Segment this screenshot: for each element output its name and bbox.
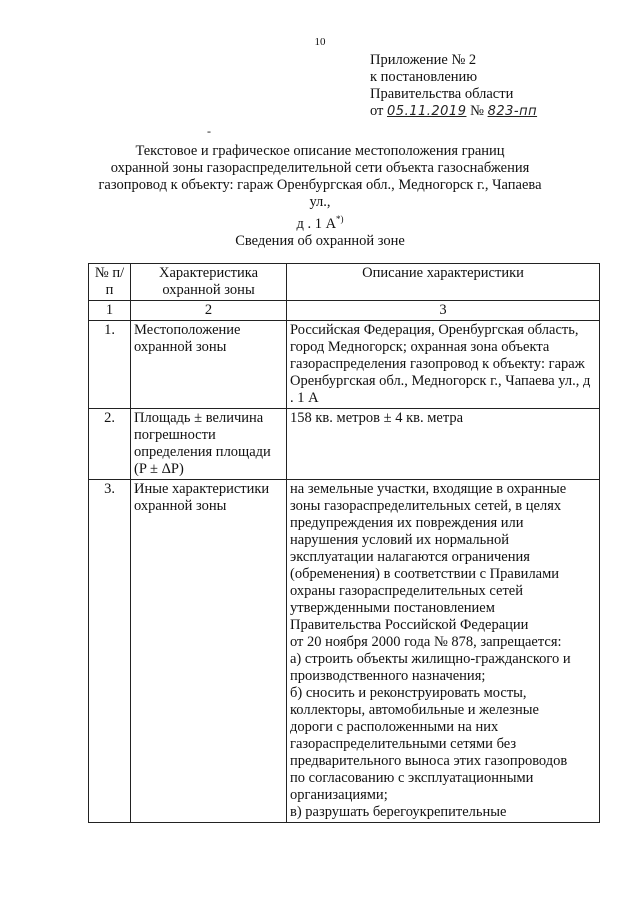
description-line: предварительного выноса этих газопроводов xyxy=(290,753,568,769)
title-line: охранной зоны газораспределительной сети объекта газоснабжения xyxy=(110,160,530,176)
section-title: Сведения об охранной зоне xyxy=(235,233,405,249)
description-line: а) строить объекты жилищно-гражданского и xyxy=(290,651,571,667)
description-line: Правительства Российской Федерации xyxy=(290,617,529,633)
description-line: нарушения условий их нормальной xyxy=(290,532,510,548)
description-line: по согласованию с эксплуатационными xyxy=(290,770,534,786)
description-line: зоны газораспределительных сетей, в целях xyxy=(290,498,562,514)
table-row xyxy=(89,409,600,480)
description-line: утвержденными постановлением xyxy=(290,600,495,616)
protection-zone-table xyxy=(88,263,600,823)
page-number: 10 xyxy=(314,36,326,48)
appendix-line-3: Правительства области xyxy=(370,86,514,102)
row-description: 158 кв. метров ± 4 кв. метра xyxy=(287,409,600,480)
row-description xyxy=(287,480,600,823)
row-number: 1. xyxy=(89,321,131,409)
column-numbers-row xyxy=(89,301,600,321)
header-num: № п/п xyxy=(89,264,131,301)
row-characteristic: Иные характеристики охранной зоны xyxy=(131,480,287,823)
table-header-row xyxy=(89,264,600,301)
header-description: Описание характеристики xyxy=(287,264,600,301)
description-line: (обременения) в соответствии с Правилами xyxy=(290,566,560,582)
from-label: от xyxy=(370,103,384,119)
appendix-block xyxy=(370,52,537,120)
description-line: производственного назначения; xyxy=(290,668,486,684)
table-row xyxy=(89,480,600,823)
description-line: охраны газораспределительных сетей xyxy=(290,583,523,599)
description-line: от 20 ноября 2000 года № 878, запрещается: xyxy=(290,634,562,650)
handwritten-date: 05.11.2019 xyxy=(387,104,467,119)
description-line: дороги с расположенными на них xyxy=(290,719,499,735)
description-line: организациями; xyxy=(290,787,388,803)
description-line: предупреждения их повреждения или xyxy=(290,515,524,531)
title-line: Текстовое и графическое описание местоположения границ xyxy=(135,143,505,159)
row-characteristic: Площадь ± величина погрешности определения площади (P ± ΔP) xyxy=(131,409,287,480)
handwritten-number: 823-пп xyxy=(487,104,538,119)
description-line: б) сносить и реконструировать мосты, xyxy=(290,685,527,701)
description-line: в) разрушать берегоукрепительные xyxy=(290,804,507,820)
description-line: газораспределительными сетями без xyxy=(290,736,517,752)
table-row xyxy=(89,321,600,409)
header-characteristic: Характеристика охранной зоны xyxy=(131,264,287,301)
row-description: Российская Федерация, Оренбургская область, город Медногорск; охранная зона объекта газораспределения газопровод к объекту: гараж Оренбургская обл., Медногорск г., Чапаева ул., д . 1 А xyxy=(287,321,600,409)
description-line: коллекторы, автомобильные и железные xyxy=(290,702,539,718)
column-number: 3 xyxy=(287,301,600,321)
column-number: 1 xyxy=(89,301,131,321)
appendix-line-1: Приложение № 2 xyxy=(370,52,477,68)
title-footnote: *) xyxy=(336,214,344,224)
description-line: эксплуатации налагаются ограничения xyxy=(290,549,530,565)
row-number: 3. xyxy=(89,480,131,823)
appendix-date-line xyxy=(370,103,537,120)
row-number: 2. xyxy=(89,409,131,480)
title-line: газопровод к объекту: гараж Оренбургская обл., Медногорск г., Чапаева ул., xyxy=(98,177,542,210)
title-line: д . 1 А*) xyxy=(296,214,344,232)
number-label: № xyxy=(470,103,484,119)
description-line: на земельные участки, входящие в охранные xyxy=(290,481,567,497)
dash-mark: - xyxy=(207,124,211,138)
document-title xyxy=(90,143,550,233)
appendix-line-2: к постановлению xyxy=(370,69,478,85)
row-characteristic: Местоположение охранной зоны xyxy=(131,321,287,409)
column-number: 2 xyxy=(131,301,287,321)
